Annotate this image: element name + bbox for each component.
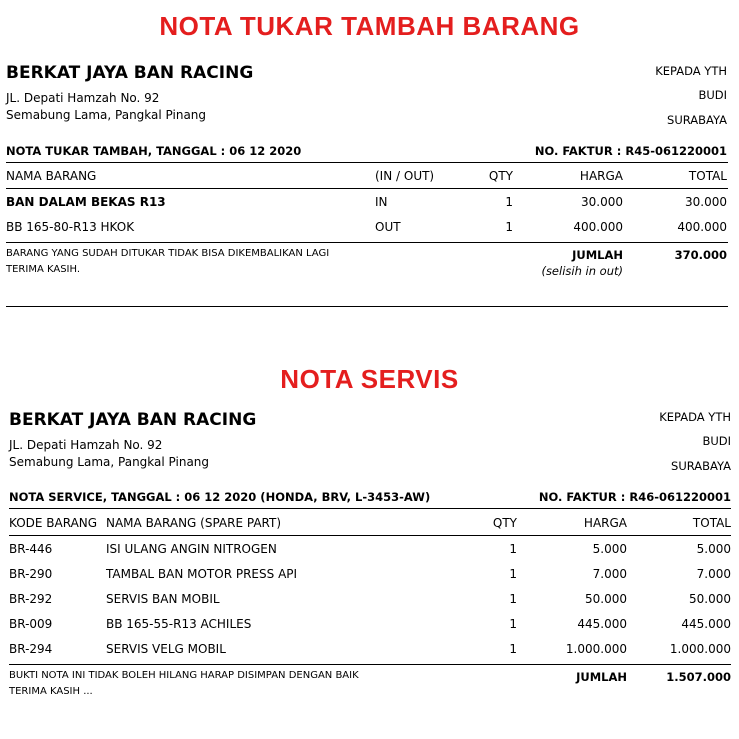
nota1-footer-rule	[6, 306, 728, 307]
nota2-col-harga: HARGA	[583, 516, 627, 530]
nota2-to-city: SURABAYA	[671, 459, 731, 473]
nota1-note-line1: BARANG YANG SUDAH DITUKAR TIDAK BISA DIKEMBALIKAN LAGI	[6, 248, 330, 259]
row-total: 1.000.000	[669, 642, 731, 656]
row-qty: 1	[505, 195, 513, 209]
nota2-col-qty: QTY	[492, 516, 517, 530]
nota1-company: BERKAT JAYA BAN RACING	[6, 63, 254, 83]
row-total: 400.000	[677, 220, 727, 234]
row-harga: 400.000	[573, 220, 623, 234]
nota1-note-line2: TERIMA KASIH.	[6, 264, 81, 275]
nota2-to-label: KEPADA YTH	[659, 410, 731, 424]
nota2-col-total: TOTAL	[692, 516, 731, 530]
nota1-title: NOTA TUKAR TAMBAH BARANG	[159, 11, 580, 41]
row-name: SERVIS VELG MOBIL	[106, 642, 226, 656]
nota2-address-line1: JL. Depati Hamzah No. 92	[9, 438, 163, 452]
row-qty: 1	[509, 642, 517, 656]
row-name: ISI ULANG ANGIN NITROGEN	[106, 542, 277, 556]
row-code: BR-294	[9, 642, 53, 656]
nota1-date-line: NOTA TUKAR TAMBAH, TANGGAL : 06 12 2020	[6, 144, 302, 158]
nota1-to-city: SURABAYA	[667, 113, 727, 127]
row-harga: 5.000	[592, 542, 627, 556]
nota1-faktur: NO. FAKTUR : R45-061220001	[534, 144, 727, 158]
row-harga: 1.000.000	[565, 642, 627, 656]
row-harga: 30.000	[581, 195, 623, 209]
nota1-header-bottom-rule	[6, 188, 728, 189]
row-name: BAN DALAM BEKAS R13	[6, 195, 166, 209]
nota2-date-line: NOTA SERVICE, TANGGAL : 06 12 2020 (HONDA, BRV, L-3453-AW)	[9, 490, 431, 504]
nota2-address-line2: Semabung Lama, Pangkal Pinang	[9, 455, 210, 469]
row-inout: IN	[375, 195, 388, 209]
nota1-to-name: BUDI	[698, 88, 727, 102]
nota1-address-line1: JL. Depati Hamzah No. 92	[6, 91, 160, 105]
nota1-table-bottom-rule	[6, 242, 728, 243]
nota2-to-name: BUDI	[702, 434, 731, 448]
row-name: TAMBAL BAN MOTOR PRESS API	[106, 567, 298, 581]
nota2-title: NOTA SERVIS	[280, 364, 459, 394]
row-qty: 1	[509, 567, 517, 581]
nota1-jumlah-value: 370.000	[674, 248, 727, 262]
row-qty: 1	[509, 542, 517, 556]
row-total: 7.000	[696, 567, 731, 581]
row-total: 5.000	[696, 542, 731, 556]
row-total: 445.000	[681, 617, 731, 631]
row-code: BR-290	[9, 567, 53, 581]
row-inout: OUT	[375, 220, 401, 234]
nota1-col-total: TOTAL	[688, 169, 727, 183]
nota1-jumlah-sub: (selisih in out)	[541, 264, 623, 278]
nota2-header-top-rule	[9, 508, 731, 509]
nota2-jumlah-value: 1.507.000	[666, 670, 731, 684]
nota1-col-inout: (IN / OUT)	[375, 169, 435, 183]
nota2-note-line2: TERIMA KASIH ...	[9, 686, 93, 697]
row-total: 30.000	[685, 195, 727, 209]
row-total: 50.000	[689, 592, 731, 606]
row-code: BR-009	[9, 617, 53, 631]
row-qty: 1	[509, 617, 517, 631]
nota1-col-qty: QTY	[488, 169, 513, 183]
row-name: BB 165-80-R13 HKOK	[6, 220, 135, 234]
nota2-note-line1: BUKTI NOTA INI TIDAK BOLEH HILANG HARAP DISIMPAN DENGAN BAIK	[9, 670, 359, 681]
row-qty: 1	[505, 220, 513, 234]
nota2-company: BERKAT JAYA BAN RACING	[9, 410, 257, 430]
nota2-faktur: NO. FAKTUR : R46-061220001	[538, 490, 731, 504]
row-code: BR-292	[9, 592, 53, 606]
nota1-col-name: NAMA BARANG	[6, 169, 97, 183]
nota2-col-name: NAMA BARANG (SPARE PART)	[106, 516, 282, 530]
nota1-col-harga: HARGA	[579, 169, 623, 183]
nota1-to-label: KEPADA YTH	[655, 64, 727, 78]
nota2-header-bottom-rule	[9, 535, 731, 536]
row-qty: 1	[509, 592, 517, 606]
nota2-col-code: KODE BARANG	[9, 516, 98, 530]
row-harga: 445.000	[577, 617, 627, 631]
row-code: BR-446	[9, 542, 53, 556]
row-name: SERVIS BAN MOBIL	[106, 592, 220, 606]
nota2-table-bottom-rule	[9, 664, 731, 665]
nota1-address-line2: Semabung Lama, Pangkal Pinang	[6, 108, 207, 122]
nota1-header-top-rule	[6, 162, 728, 163]
row-name: BB 165-55-R13 ACHILES	[106, 617, 252, 631]
nota1-jumlah-label: JUMLAH	[572, 248, 623, 262]
row-harga: 50.000	[585, 592, 627, 606]
nota2-jumlah-label: JUMLAH	[576, 670, 627, 684]
row-harga: 7.000	[592, 567, 627, 581]
